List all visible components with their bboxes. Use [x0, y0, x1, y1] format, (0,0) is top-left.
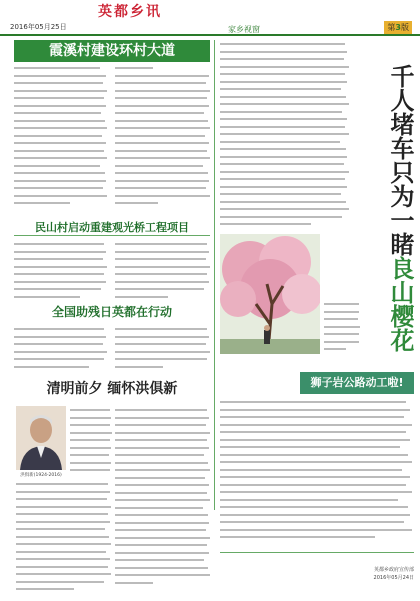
masthead-title: 英都乡讯	[98, 4, 162, 20]
cherry-tree-image	[220, 234, 320, 354]
portrait-caption: 洪俱新(1924-2016)	[20, 473, 62, 478]
article-5-title: 狮子岩公路动工啦!	[300, 372, 414, 394]
article-1-body-right	[115, 64, 211, 214]
page-prefix: 第	[387, 23, 396, 32]
article-3-body-right	[115, 325, 211, 373]
portrait-image	[16, 406, 66, 470]
footer-credit	[300, 566, 414, 582]
article-3-title: 全国助残日英都在行动	[51, 305, 172, 319]
portrait-photo	[16, 406, 66, 470]
bottom-divider	[220, 552, 414, 553]
article-2-title: 民山村启动重建观光桥工程项目	[14, 220, 210, 236]
cherry-article-body-mid	[324, 300, 360, 370]
article-1-title: 霞溪村建设环村大道	[14, 40, 210, 62]
issue-date: 2016年05月25日	[10, 23, 67, 31]
article-2-body-left	[14, 240, 108, 300]
article-3-body-left	[14, 325, 108, 373]
headline-part-1: 千人堵车只为一睹	[386, 64, 415, 256]
cherry-tree-photo	[220, 234, 320, 354]
cherry-article-body-top	[220, 40, 350, 230]
footer-line-2: 2016年05月24日	[373, 575, 414, 581]
article-4-title: 清明前夕 缅怀洪俱新	[46, 381, 178, 397]
page-number-tag	[384, 21, 412, 34]
article-4-body-bottom	[16, 480, 112, 596]
section-name: 家乡视窗	[228, 25, 260, 34]
column-divider	[214, 40, 215, 510]
page-header	[0, 0, 420, 36]
footer-line-1: 英都乡政府宣传部	[373, 567, 414, 573]
page-number: 3	[395, 23, 401, 32]
page-suffix: 版	[401, 23, 409, 32]
article-2-body-right	[115, 240, 211, 300]
article-5-body	[220, 398, 414, 548]
cherry-headline-vertical	[360, 64, 414, 374]
article-4-body-right	[115, 406, 211, 596]
headline-part-2: 良山樱花	[386, 256, 415, 352]
article-1-body-left	[14, 64, 108, 214]
